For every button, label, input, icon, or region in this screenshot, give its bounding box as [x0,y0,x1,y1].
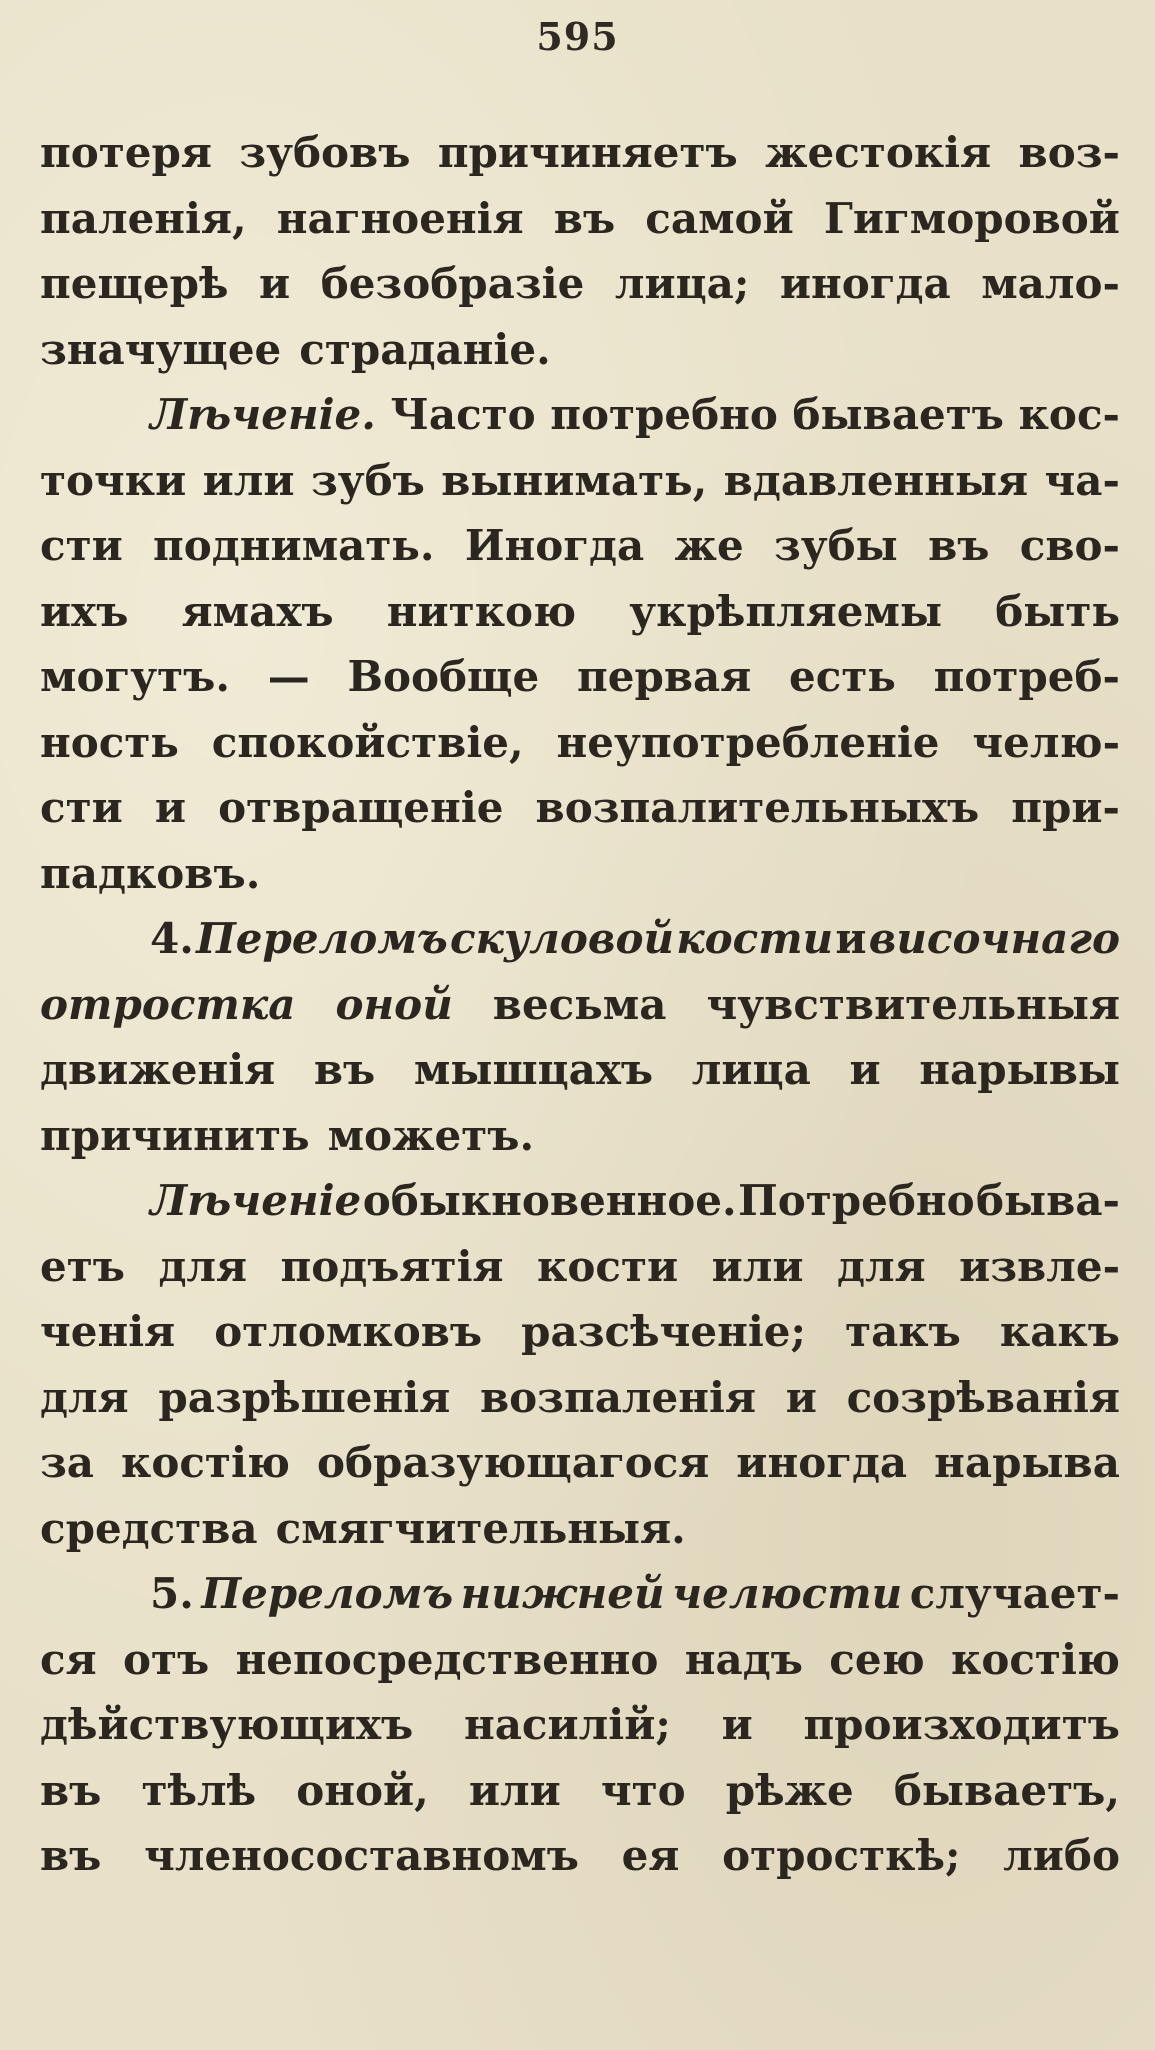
word: насилій; [463,1700,671,1749]
word: въ [40,1765,102,1815]
word: Лѣченіе [150,1176,362,1225]
word: причинить [40,1110,310,1160]
word: — [267,652,310,701]
word: надъ [684,1634,803,1684]
word: лица; [614,259,750,308]
text-line [40,579,1120,645]
paragraph [40,1168,1120,1561]
word: етъ [40,1241,125,1291]
word: что [600,1765,686,1815]
word: произходитъ [803,1700,1120,1749]
word: и [785,1372,817,1422]
word: за [40,1438,95,1487]
word: ченія [40,1307,176,1356]
word: кос- [1018,390,1120,439]
word: самой [645,193,794,243]
word: могутъ. [40,652,230,701]
word: лица [691,1045,811,1094]
word: рѣже [725,1765,854,1815]
word: кости [537,1241,679,1291]
word: случает- [909,1569,1120,1618]
word: сею [829,1634,925,1684]
text-line [40,972,1120,1038]
word: или [468,1765,561,1815]
word: есть [789,652,896,701]
text-line [40,1823,1120,1889]
paragraph [40,382,1120,906]
word: жестокія [765,128,992,177]
text-line [40,906,1120,972]
word: поднимать. [153,521,435,570]
text-line [40,644,1120,710]
word: чувствительныя [706,979,1120,1029]
text-line [40,1561,1120,1627]
word: образующагося [316,1438,710,1487]
paragraph [40,1561,1120,1889]
text-line [40,1365,1120,1431]
text-line [40,1758,1120,1824]
word: ниткою [386,586,577,636]
word: спокойствіе, [211,717,524,767]
text-line [40,1627,1120,1693]
word: Гигморовой [823,193,1120,243]
word: челю- [972,717,1120,767]
text-line [40,120,1120,186]
word: и [835,914,867,963]
word: или [202,455,295,505]
word: ямахъ [181,586,334,636]
word: созрѣванія [846,1372,1120,1422]
word: членосоставномъ [144,1831,579,1880]
word: тѣлѣ [141,1765,257,1815]
word: непосредственно [235,1634,659,1684]
text-line [40,317,1120,383]
paragraph [40,120,1120,382]
word: вынимать, [441,455,708,505]
word: возпалительныхъ [535,783,980,832]
word: причиняетъ [437,128,738,177]
word: Потребно [738,1176,975,1225]
word: и [259,259,291,308]
word: и [849,1045,881,1094]
word: при- [1011,783,1120,832]
word: потреб- [933,652,1120,701]
word: Иногда [464,521,645,570]
word: же [674,521,744,570]
word: значущее [40,324,282,374]
word: костію [121,1438,290,1487]
word: кости [676,914,834,963]
word: Часто [390,390,536,439]
word: височнаго [868,914,1120,963]
word: такъ [845,1307,961,1356]
word: для [158,1241,248,1291]
word: и [154,783,186,832]
word: 4. [150,914,194,963]
text-line [40,513,1120,579]
paragraph [40,906,1120,1168]
word: быть [995,586,1120,636]
word: скуловой [449,914,674,963]
text-line [40,1168,1120,1234]
word: нарывы [919,1045,1120,1094]
text-line [40,448,1120,514]
word: нарыва [934,1438,1120,1487]
word: быва- [976,1176,1120,1225]
word: ся [40,1634,97,1684]
word: мышцахъ [413,1045,654,1094]
word: ность [40,717,179,767]
word: бываетъ [792,390,1004,439]
text-line [40,841,1120,907]
word: Переломъ [201,1569,454,1618]
word: для [836,1241,926,1291]
word: сво- [1019,521,1120,570]
word: въ [40,1831,102,1880]
word: для [40,1372,129,1422]
word: зубъ [310,455,425,505]
word: весьма [492,979,667,1029]
word: точки [40,455,187,505]
word: воз- [1018,128,1120,177]
word: отростка [40,979,296,1029]
word: и [721,1700,753,1749]
word: потребно [550,390,778,439]
text-line [40,775,1120,841]
word: вдавленныя [723,455,1029,505]
word: отросткѣ; [722,1831,961,1880]
word: Переломъ [196,914,448,963]
word: нижней [460,1569,665,1618]
word: челюсти [672,1569,903,1618]
text-line [40,1430,1120,1496]
word: или [711,1241,804,1291]
word: какъ [999,1307,1120,1356]
word: Лѣченіе. [150,390,376,439]
word: ихъ [40,586,129,636]
word: возпаленія [479,1372,756,1422]
word: бываетъ, [893,1765,1120,1815]
word: можетъ. [327,1110,535,1160]
word: отломковъ [214,1307,483,1356]
text-line [40,1037,1120,1103]
word: иногда [736,1438,908,1487]
word: отъ [122,1634,210,1684]
word: мало- [981,259,1120,308]
word: зубовъ [239,128,411,177]
body-text [40,120,1120,1889]
text-line [40,1234,1120,1300]
word: ча- [1044,455,1120,505]
word: средства [40,1503,258,1553]
word: костію [951,1634,1120,1684]
text-line [40,1103,1120,1169]
word: падковъ. [40,848,261,898]
text-line [40,1692,1120,1758]
word: нагноенія [276,193,524,243]
word: извле- [959,1241,1120,1291]
word: Вообще [347,652,540,701]
word: смягчительныя. [275,1503,686,1553]
word: сти [40,521,123,570]
word: неупотребленіе [556,717,940,767]
word: сти [40,783,123,832]
text-line [40,1299,1120,1365]
page-number: 595 [536,14,619,59]
word: въ [313,1045,376,1094]
word: первая [577,652,752,701]
word: зубы [773,521,898,570]
word: оной, [296,1765,429,1815]
word: 5. [150,1569,194,1618]
word: дѣйствующихъ [40,1700,414,1749]
word: движенія [40,1045,276,1094]
word: пещерѣ [40,259,229,308]
word: въ [553,193,616,243]
word: подъятія [280,1241,504,1291]
word: страданіе. [299,324,551,374]
text-line [40,186,1120,252]
word: обыкновенное. [362,1176,737,1225]
text-line [40,710,1120,776]
word: оной [335,979,453,1029]
word: разрѣшенія [158,1372,451,1422]
word: отвращеніе [218,783,504,832]
text-line [40,382,1120,448]
word: безобразіе [320,259,585,308]
word: ея [621,1831,680,1880]
text-line [40,1496,1120,1562]
word: паленія, [40,193,247,243]
word: разсѣченіе; [521,1307,807,1356]
word: иногда [779,259,951,308]
word: въ [928,521,990,570]
word: потеря [40,128,212,177]
word: укрѣпляемы [629,586,943,636]
text-line [40,251,1120,317]
word: либо [1003,1831,1120,1880]
